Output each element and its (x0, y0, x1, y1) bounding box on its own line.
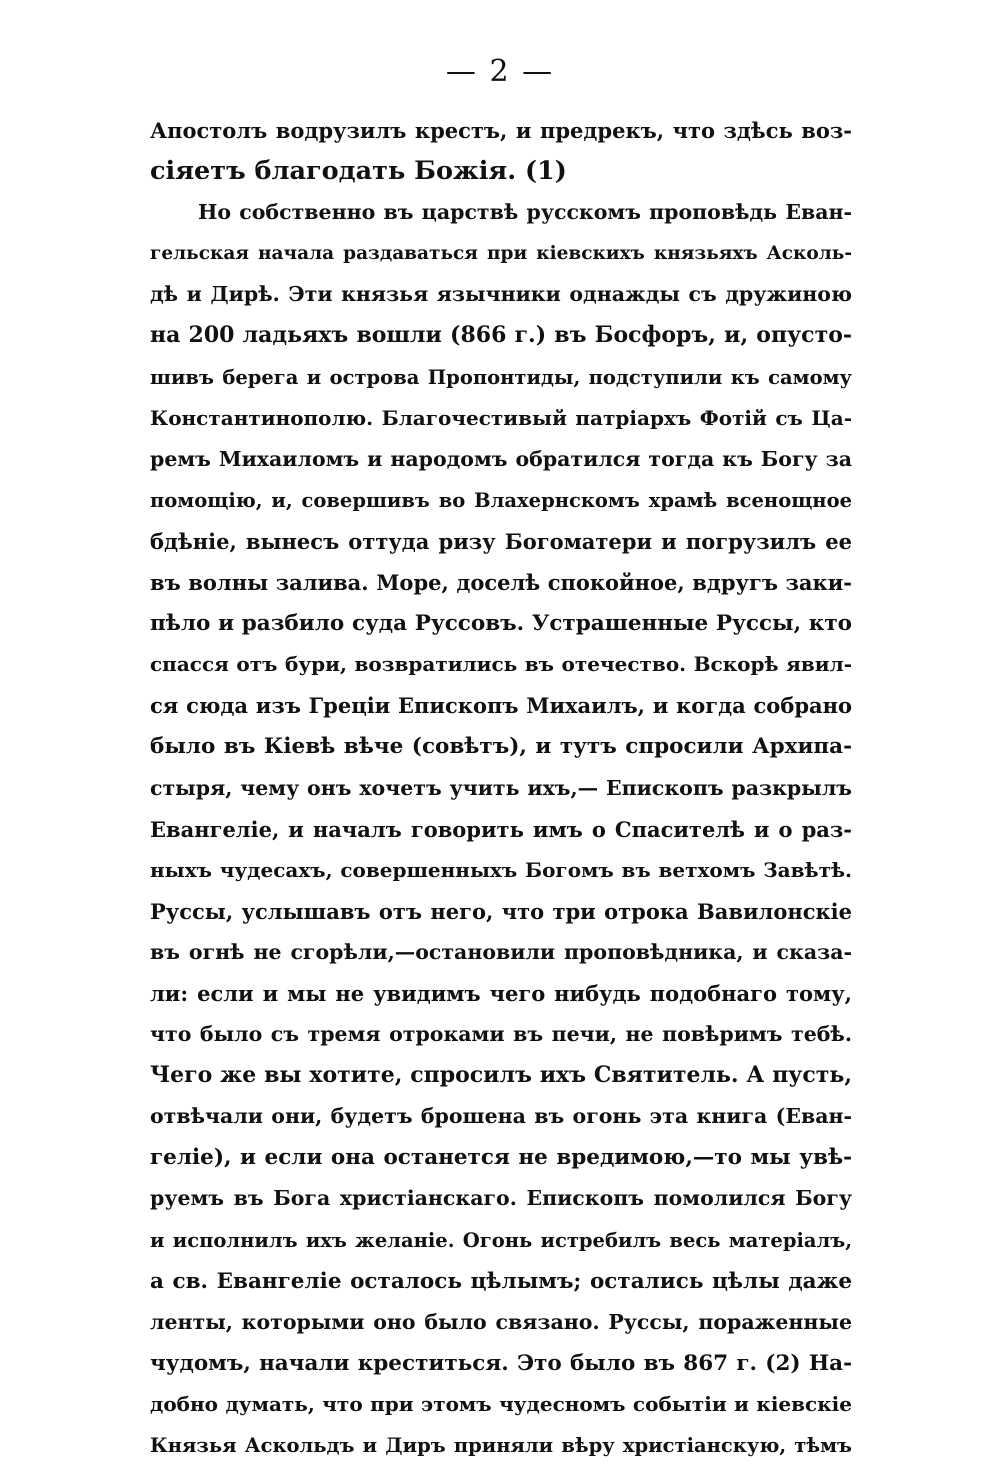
text-line: добно думать, что при этомъ чудесномъ событіи и кіевскіе (150, 1391, 852, 1416)
text-line: ся сюда изъ Греціи Епископъ Михаилъ, и когда собрано (150, 693, 852, 719)
text-line: гельская начала раздаваться при кіевскихъ князьяхъ Асколь- (150, 243, 852, 265)
text-line: ныхъ чудесахъ, совершенныхъ Богомъ въ ветхомъ Завѣтѣ. (150, 857, 852, 882)
text-line: руемъ въ Бога христіанскаго. Епископъ помолился Богу (150, 1186, 852, 1211)
body-text (150, 110, 852, 1466)
text-line: Князья Аскольдъ и Диръ приняли вѣру христіанскую, тѣмъ (150, 1434, 852, 1457)
text-line: пѣло и разбило суда Руссовъ. Устрашенные Руссы, кто (150, 611, 852, 637)
text-line: ли: если и мы не увидимъ чего нибудь подобнаго тому, (150, 980, 852, 1006)
text-line: дѣ и Дирѣ. Эти князья язычники однажды съ дружиною (150, 282, 852, 307)
text-line: въ огнѣ не сгорѣли,—остановили проповѣдника, и сказа- (150, 939, 852, 964)
text-line: бдѣніе, вынесъ оттуда ризу Богоматери и погрузилъ ее (150, 528, 852, 554)
text-line: ленты, которыми оно было связано. Руссы, пораженные (150, 1309, 852, 1334)
text-line: что было съ тремя отроками въ печи, не повѣримъ тебѣ. (150, 1022, 852, 1047)
text-line: и исполнилъ ихъ желаніе. Огонь истребилъ весь матеріалъ, (150, 1228, 852, 1252)
text-line: спасся отъ бури, возвратились въ отечество. Вскорѣ явил- (150, 652, 852, 677)
text-line: ремъ Михаиломъ и народомъ обратился тогда къ Богу за (150, 446, 852, 471)
text-line: Чего же вы хотите, спросилъ ихъ Святитель. А пусть, (150, 1062, 852, 1089)
text-line: отвѣчали они, будетъ брошена въ огонь эта книга (Еван- (150, 1104, 852, 1129)
text-line: на 200 ладьяхъ вошли (866 г.) въ Босфоръ, и, опусто- (150, 322, 852, 349)
text-line: чудомъ, начали креститься. Это было въ 867 г. (2) На- (150, 1350, 852, 1376)
text-line: стыря, чему онъ хочетъ учить ихъ,— Епископъ разкрылъ (150, 775, 852, 800)
text-line: Но собственно въ царствѣ русскомъ проповѣдь Еван- (198, 200, 852, 225)
text-line: въ волны залива. Море, доселѣ спокойное, вдругъ заки- (150, 570, 852, 596)
text-line: Евангеліе, и началъ говорить имъ о Спасителѣ и о раз- (150, 816, 852, 842)
text-line: а св. Евангеліе осталось цѣлымъ; остались цѣлы даже (150, 1268, 852, 1294)
text-line: Константинополю. Благочестивый патріархъ Фотій съ Ца- (150, 405, 852, 430)
text-line: Руссы, услышавъ отъ него, что три отрока Вавилонскіе (150, 898, 852, 924)
text-line: геліе), и если она останется не вредимою,—то мы увѣ- (150, 1145, 852, 1171)
text-line: сіяетъ благодать Божія. (1) (150, 156, 567, 187)
text-line: Апостолъ водрузилъ крестъ, и предрекъ, что здѣсь воз- (150, 118, 852, 143)
text-line: было въ Кіевѣ вѣче (совѣтъ), и тутъ спросили Архипа- (150, 734, 852, 760)
text-line: помощію, и, совершивъ во Влахернскомъ храмѣ всенощное (150, 488, 852, 512)
text-line: шивъ берега и острова Пропонтиды, подступили къ самому (150, 365, 852, 389)
page-number: — 2 — (445, 54, 555, 89)
